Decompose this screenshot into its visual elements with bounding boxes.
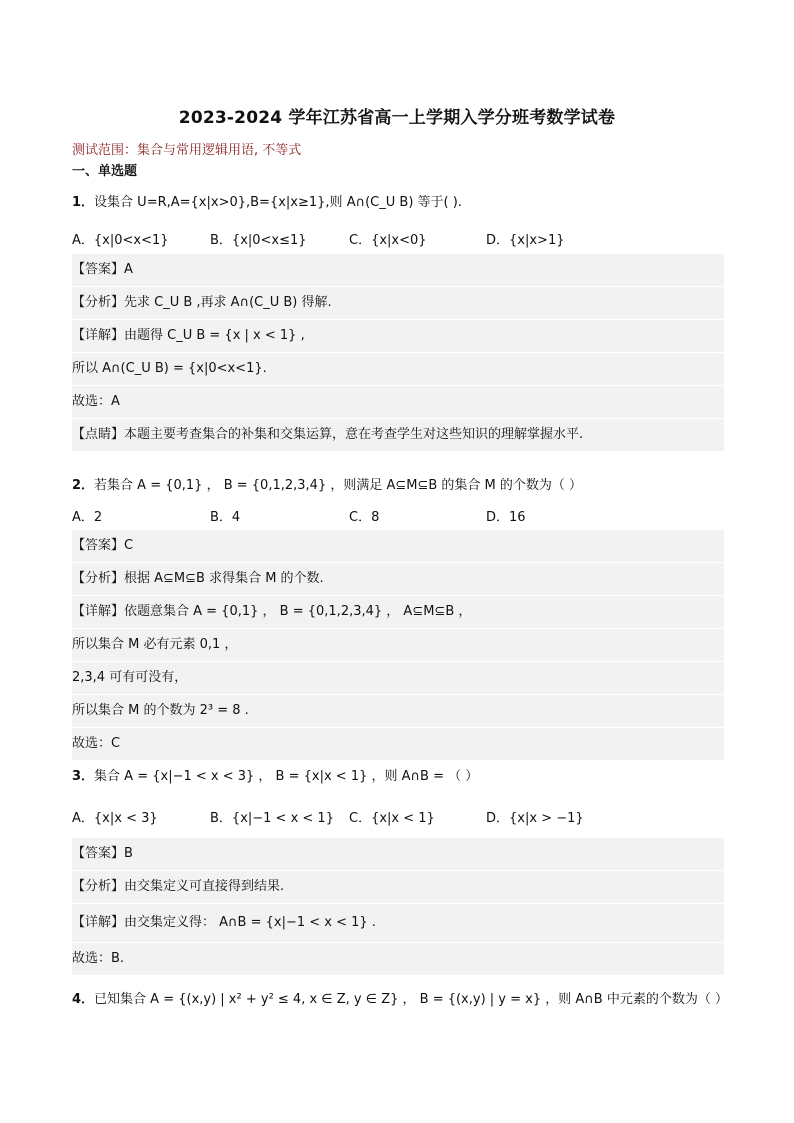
detail-row: 【详解】由交集定义得： A∩B = {x|−1 < x < 1} . [72,903,724,942]
option-a: A．2 [72,510,103,525]
option-d: D．{x|x>1} [486,233,565,248]
question-3-options [72,807,724,825]
solution-block-2 [72,530,724,760]
extra-row: 2,3,4 可有可没有， [72,661,724,694]
option-b: B．{x|−1 < x < 1} [210,811,334,826]
page-title: 2023-2024 学年江苏省高一上学期入学分班考数学试卷 [178,108,616,128]
question-stem: 集合 A = {x|−1 < x < 3} ， B = {x|x < 1} ，则 A∩B = （ ） [94,769,479,784]
option-b: B．{x|0<x≤1} [210,233,307,248]
choice-row: 故选：B. [72,942,724,975]
option-d: D．{x|x > −1} [486,811,584,826]
analysis-row: 【分析】先求 C_U B ,再求 A∩(C_U B) 得解. [72,286,724,319]
analysis-row: 【分析】由交集定义可直接得到结果. [72,870,724,903]
choice-row: 故选：C [72,727,724,760]
section-heading: 一、单选题 [72,164,138,179]
solution-block-3 [72,838,724,975]
question-number: 3． [72,769,95,784]
question-4 [72,988,728,1007]
solution-block-1 [72,254,724,451]
question-number: 4． [72,992,95,1007]
question-stem: 已知集合 A = {(x,y) | x² + y² ≤ 4, x ∈ Z, y ∈ Z} ， B = {(x,y) | y = x} ，则 A∩B 中元素的个数为（ ） [94,992,728,1007]
comment-row: 【点睛】本题主要考查集合的补集和交集运算，意在考查学生对这些知识的理解掌握水平. [72,418,724,451]
extra-row: 所以 A∩(C_U B) = {x|0<x<1}. [72,352,724,385]
question-stem: 若集合 A = {0,1} ， B = {0,1,2,3,4} ，则满足 A⊆M⊆B 的集合 M 的个数为（ ） [94,478,583,493]
question-stem: 设集合 U=R,A={x|x>0},B={x|x≥1},则 A∩(C_U B) 等于( ). [94,195,462,210]
question-1-options [72,229,724,247]
detail-row: 【详解】由题得 C_U B = {x | x < 1} , [72,319,724,352]
answer-row: 【答案】A [72,262,133,277]
question-number: 2． [72,478,95,493]
extra-row: 所以集合 M 必有元素 0,1 ， [72,628,724,661]
option-b: B．4 [210,510,241,525]
option-c: C．{x|x < 1} [349,811,435,826]
option-c: C．8 [349,510,380,525]
answer-row: 【答案】C [72,538,134,553]
question-2 [72,474,582,493]
option-c: C．{x|x<0} [349,233,427,248]
option-d: D．16 [486,510,526,525]
question-2-options [72,506,724,524]
extra-row: 所以集合 M 的个数为 2³ = 8 . [72,694,724,727]
detail-row: 【详解】依题意集合 A = {0,1} ， B = {0,1,2,3,4} ， A⊆M⊆B ， [72,595,724,628]
answer-row: 【答案】B [72,846,133,861]
option-a: A．{x|0<x<1} [72,233,169,248]
test-range: 测试范围：集合与常用逻辑用语, 不等式 [72,143,302,158]
choice-row: 故选：A [72,385,724,418]
question-3 [72,765,478,784]
option-a: A．{x|x < 3} [72,811,158,826]
question-number: 1． [72,195,95,210]
question-1 [72,191,462,210]
analysis-row: 【分析】根据 A⊆M⊆B 求得集合 M 的个数. [72,562,724,595]
